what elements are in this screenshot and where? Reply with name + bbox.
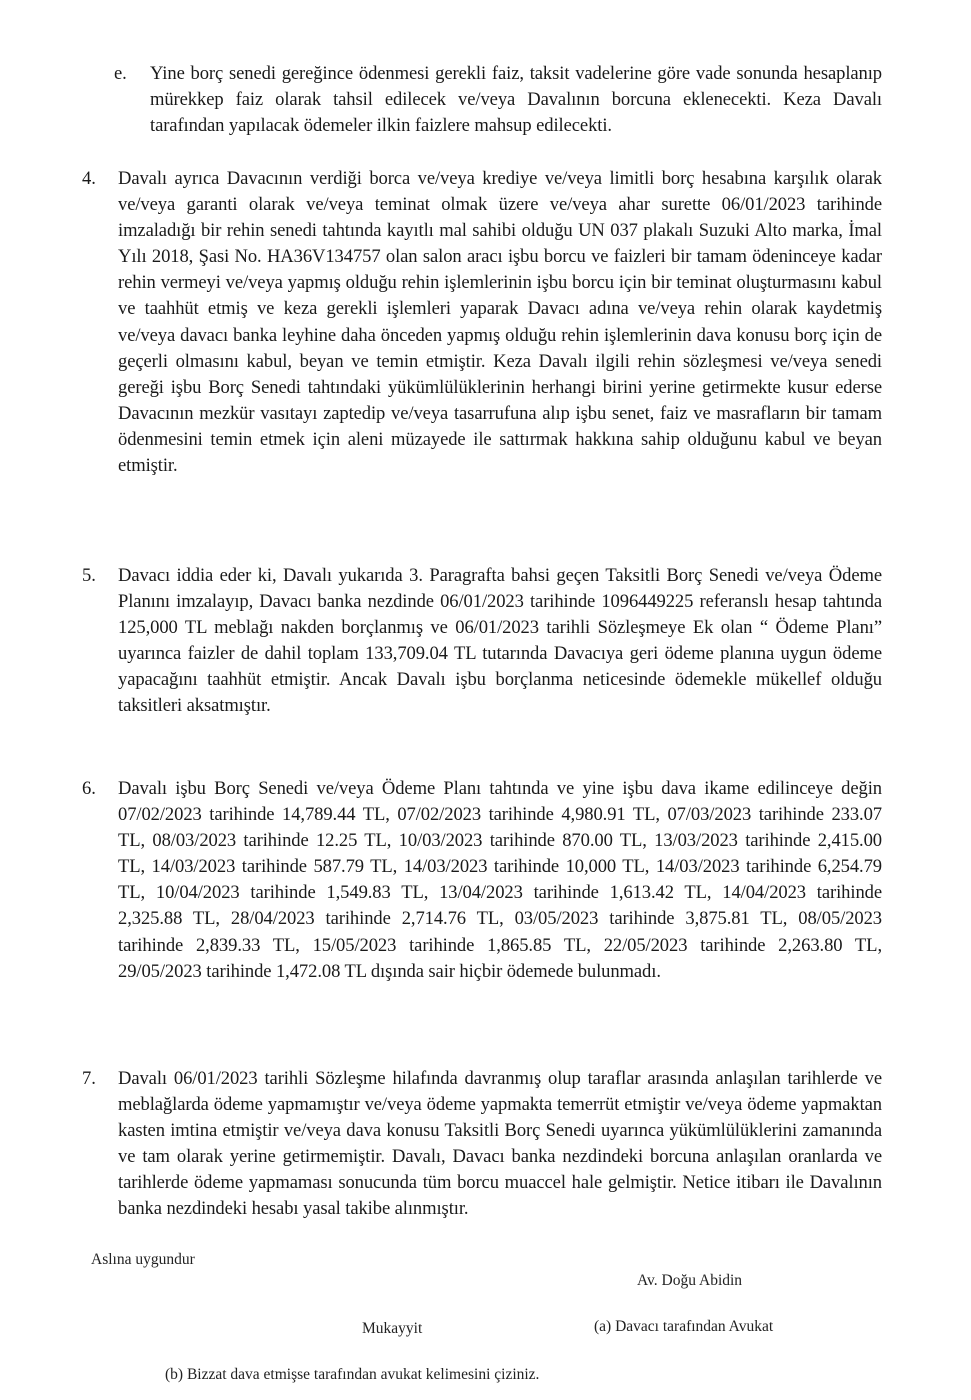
registrar-label: Mukayyit: [362, 1320, 423, 1337]
paragraph-text: Davalı işbu Borç Senedi ve/veya Ödeme Planı tahtında ve yine işbu dava ikame edilinceye değin 07/02/2023 tarihinde 14,789.44 TL, 07/02/2023 tarihinde 4,980.91 TL, 07/03/2023 tarihinde 233.07 TL, 08/03/2023 tarihinde 12.25 TL, 10/03/2023 tarihinde 870.00 TL, 13/03/2023 tarihinde 2,415.00 TL, 14/03/2023 tarihinde 587.79 TL, 14/03/2023 tarihinde 10,000 TL, 14/03/2023 tarihinde 6,254.79 TL, 10/04/2023 tarihinde 1,549.83 TL, 13/04/2023 tarihinde 1,613.42 TL, 14/04/2023 tarihinde 2,325.88 TL, 28/04/2023 tarihinde 2,714.76 TL, 03/05/2023 tarihinde 3,875.81 TL, 08/05/2023 tarihinde 2,839.33 TL, 15/05/2023 tarihinde 1,865.85 TL, 22/05/2023 tarihinde 2,263.80 TL, 29/05/2023 tarihinde 1,472.08 TL dışında sair hiçbir ödemede bulunmadı.: [118, 778, 882, 982]
paragraph-marker: 4.: [82, 168, 96, 189]
footnote-b: (b) Bizzat dava etmişse tarafından avukat kelimesini çiziniz.: [165, 1366, 540, 1383]
paragraph-3e: [114, 61, 882, 139]
paragraph-text: Davacı iddia eder ki, Davalı yukarıda 3. Paragrafta bahsi geçen Taksitli Borç Senedi ve/veya Ödeme Planını imzalayıp, Davacı banka nezdinde 06/01/2023 tarihinde 1096449225 referanslı hesap tahtında 125,000 TL meblağı nakden borçlanmış ve 06/01/2023 tarihli Sözleşmeye Ek olan “ Ödeme Planı” uyarınca faizler de dahil toplam 133,709.04 TL tutarında Davacıya geri ödeme planına uygun ödeme yapacağını taahhüt etmiştir. Ancak Davalı işbu borçlanma neticesinde ödemekle mükellef olduğu taksitleri aksatmıştır.: [118, 565, 882, 717]
certified-copy-label: Aslına uygundur: [91, 1251, 195, 1268]
lawyer-name: Av. Doğu Abidin: [637, 1272, 743, 1289]
paragraph-text: Yine borç senedi gereğince ödenmesi gerekli faiz, taksit vadelerine göre vade sonunda hesaplanıp mürekkep faiz olarak tahsil edilecek ve/veya Davalının borcuna eklenecekti. Keza Davalı tarafından yapılacak ödemeler ilkin faizlere mahsup edilecekti.: [150, 63, 882, 137]
paragraph-marker: 5.: [82, 565, 96, 586]
paragraph-text: Davalı 06/01/2023 tarihli Sözleşme hilafında davranmış olup taraflar arasında anlaşılan tarihlerde ve meblağlarda ödeme yapmamıştır ve/veya ödeme yapmakta temerrüt etmiştir ve/veya ödeme yapmaktan kasten imtina etmiştir ve/veya dava konusu Taksitli Borç Senedi uyarınca yükümlülüklerini zamanında ve tam olarak yerine getirmemiştir. Davalı, Davacı banka nezdindeki borcuna anlaşılan oranlarda ve tarihlerde ödeme yapmaması sonucunda tüm borcu muaccel hale gelmiştir. Netice itibarı ile Davalının banka nezdindeki hesabı yasal takibe alınmıştır.: [118, 1068, 882, 1220]
signature-caption-a: (a) Davacı tarafından Avukat: [594, 1318, 774, 1335]
paragraph-7: [82, 1066, 882, 1223]
paragraph-6: [82, 776, 882, 985]
paragraph-4: [82, 166, 882, 479]
paragraph-marker: 6.: [82, 778, 96, 799]
paragraph-text: Davalı ayrıca Davacının verdiği borca ve/veya krediye ve/veya limitli borç hesabına karşılık olarak ve/veya garanti olarak ve/veya teminat olmak üzere ve/veya ahar surette 06/01/2023 tarihinde imzaladığı bir rehin senedi tahtında kayıtlı mal sahibi olduğu UN 037 plakalı Suzuki Alto marka, İmal Yılı 2018, Şasi No. HA36V134757 olan salon aracı işbu borcu ve faizleri bir tamam ödeninceye kadar rehin vermeyi ve/veya yapmış olduğu rehin işlemlerinin işbu borcu için bir teminat oluşturmasını kabul ve taahhüt etmiş ve keza gerekli işlemleri yaparak Davacı adına ve/veya rehin olarak kaydetmiş ve/veya davacı banka leyhine daha önceden yapmış olduğu rehin işlemlerinin dava konusu borç için de geçerli olmasını kabul, beyan ve temin etmiştir. Keza Davalı ilgili rehin sözleşmesi ve/veya senedi gereği işbu Borç Senedi tahtındaki yükümlülüklerinin herhangi birini yerine getirmekte kusur ederse Davacının mezkür vasıtayı zaptedip ve/veya tasarrufuna alıp işbu senet, faiz ve masrafların bir tamam ödenmesini temin etmek için aleni müzayede ile sattırmak hakkına sahip olduğunu kabul ve beyan etmiştir.: [118, 168, 882, 477]
paragraph-5: [82, 563, 882, 720]
paragraph-marker: 7.: [82, 1068, 96, 1089]
paragraph-marker: e.: [114, 63, 127, 84]
